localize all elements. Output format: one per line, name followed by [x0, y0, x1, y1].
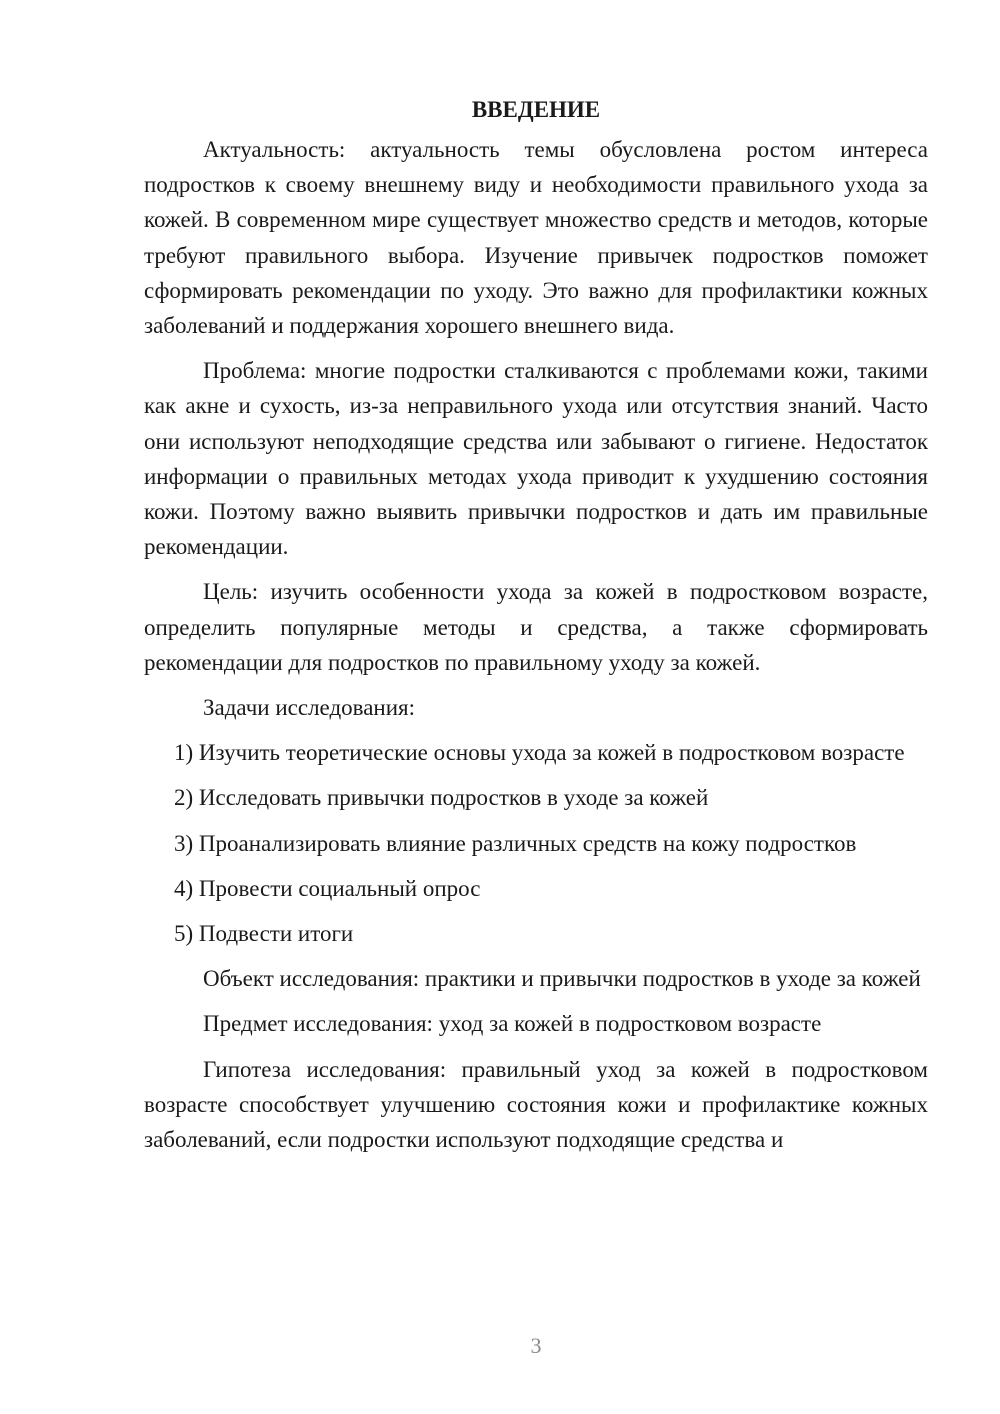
task-item: 2) Исследовать привычки подростков в уходе за кожей [174, 785, 709, 811]
task-item: 3) Проанализировать влияние различных средств на кожу подростков [174, 830, 857, 856]
relevance-paragraph: Актуальность: актуальность темы обусловлена ростом интереса подростков к своему внешнему виду и необходимости правильного ухода за кожей. В современном мире существует множество средств и методов, которые требуют правильного выбора. Изучение привычек подростков поможет сформировать рекомендации по уходу. Это важно для профилактики кожных заболеваний и поддержания хорошего внешнего вида. [144, 137, 928, 339]
tasks-list [144, 735, 928, 951]
task-item: 4) Провести социальный опрос [174, 875, 481, 901]
subject-paragraph: Предмет исследования: уход за кожей в подростковом возрасте [203, 1011, 822, 1037]
task-item: 1) Изучить теоретические основы ухода за кожей в подростковом возрасте [174, 740, 905, 766]
page-title: ВВЕДЕНИЕ [471, 97, 601, 122]
goal-paragraph: Цель: изучить особенности ухода за кожей в подростковом возрасте, определить популярные методы и средства, а также сформировать рекомендации для подростков по правильному уходу за кожей. [144, 579, 928, 675]
hypothesis-paragraph: Гипотеза исследования: правильный уход за кожей в подростковом возрасте способствует улучшению состояния кожи и профилактике кожных заболеваний, если подростки используют подходящие средства и [144, 1056, 928, 1153]
task-item: 5) Подвести итоги [174, 921, 354, 947]
problem-paragraph: Проблема: многие подростки сталкиваются с проблемами кожи, такими как акне и сухость, из-за неправильного ухода или отсутствия знаний. Часто они используют неподходящие средства или забывают о гигиене. Недостаток информации о правильных методах ухода приводит к ухудшению состояния кожи. Поэтому важно выявить привычки подростков и дать им правильные рекомендации. [144, 358, 928, 560]
page-number: 3 [530, 1333, 542, 1358]
document-page [144, 88, 928, 1157]
object-paragraph: Объект исследования: практики и привычки подростков в уходе за кожей [203, 966, 921, 992]
tasks-heading: Задачи исследования: [203, 695, 416, 721]
